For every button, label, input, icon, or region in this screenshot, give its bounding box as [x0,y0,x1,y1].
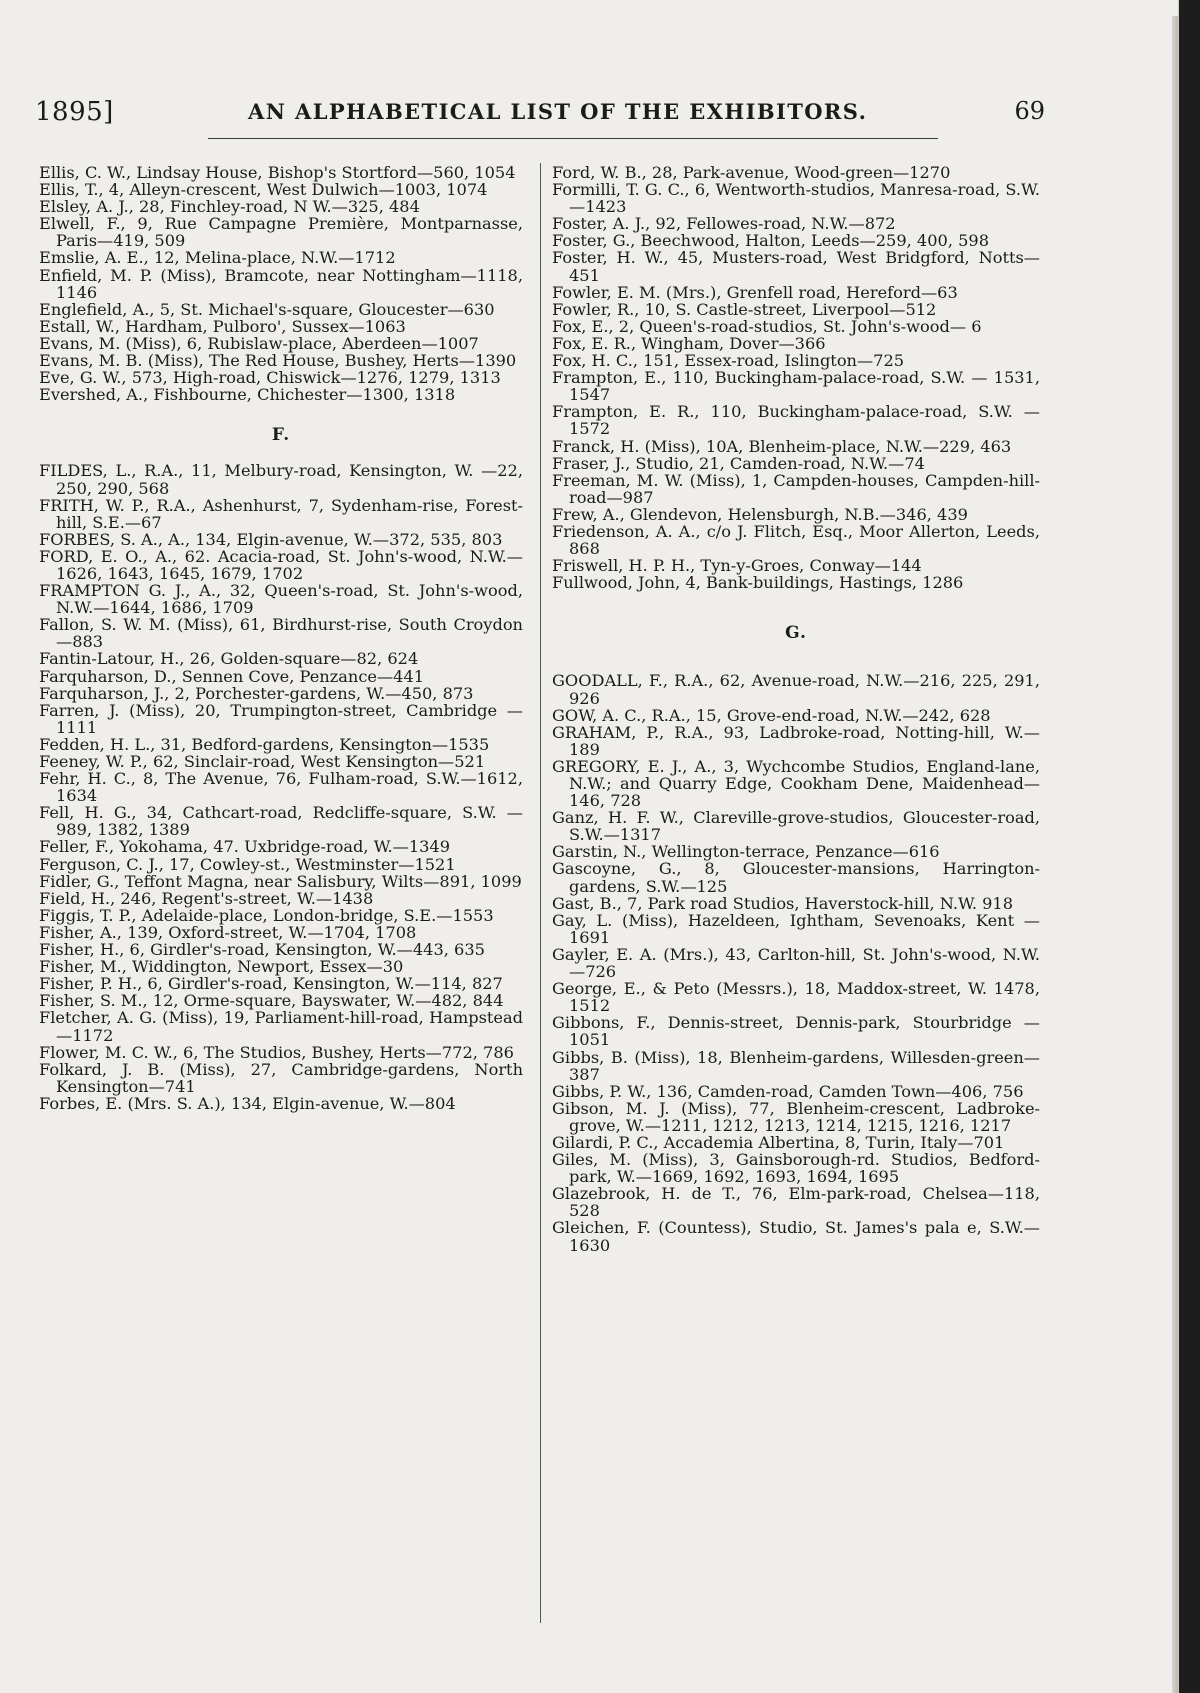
list-item: Forbes, E. (Mrs. S. A.), 134, Elgin-avenue, W.—804 [39,1093,456,1113]
list-item: Feeney, W. P., 62, Sinclair-road, West Kensington—521 [39,752,486,771]
list-item: Friswell, H. P. H., Tyn-y-Groes, Conway—144 [552,556,922,576]
header-year: 1895] [35,97,114,127]
list-item: Ferguson, C. J., 17, Cowley-st., Westminster—1521 [39,854,456,874]
list-item: Garstin, N., Wellington-terrace, Penzance—616 [552,842,940,862]
list-item: Fox, E. R., Wingham, Dover—366 [552,333,826,353]
list-item: Fell, H. G., 34, Cathcart-road, Redcliffe-square, S.W. —989, 1382, 1389 [39,803,523,840]
list-item: GOODALL, F., R.A., 62, Avenue-road, N.W.—216, 225, 291, 926 [552,671,1040,708]
list-item: Fantin-Latour, H., 26, Golden-square—82, 624 [39,649,419,669]
list-item: Fallon, S. W. M. (Miss), 61, Birdhurst-rise, South Croydon—883 [39,615,523,652]
list-item: Englefield, A., 5, St. Michael's-square, Gloucester—630 [39,299,495,319]
list-item: Fox, H. C., 151, Essex-road, Islington—725 [552,351,905,371]
list-item: Gilardi, P. C., Accademia Albertina, 8, Turin, Italy—701 [552,1132,1005,1152]
list-item: Elwell, F., 9, Rue Campagne Première, Montparnasse, Paris—419, 509 [39,214,523,251]
list-item: Emslie, A. E., 12, Melina-place, N.W.—1712 [39,248,396,268]
list-item: FORD, E. O., A., 62. Acacia-road, St. John's-wood, N.W.—1626, 1643, 1645, 1679, 1702 [39,546,523,583]
list-item: Evans, M. B. (Miss), The Red House, Bushey, Herts—1390 [39,351,517,371]
list-item: Ellis, C. W., Lindsay House, Bishop's Stortford—560, 1054 [39,163,516,182]
section-heading-f: F. [271,425,291,446]
page-number: 69 [1014,97,1045,125]
list-item: Gleichen, F. (Countess), Studio, St. James's pala e, S.W.—1630 [552,1218,1040,1255]
list-item: Gascoyne, G., 8, Gloucester-mansions, Harrington-gardens, S.W.—125 [552,859,1040,896]
list-item: Flower, M. C. W., 6, The Studios, Bushey, Herts—772, 786 [39,1042,514,1062]
header-rule [208,138,938,139]
list-item: Folkard, J. B. (Miss), 27, Cambridge-gardens, North Kensington—741 [39,1059,523,1096]
list-item: Gibson, M. J. (Miss), 77, Blenheim-crescent, Ladbroke-grove, W.—1211, 1212, 1213, 1214, 1215, 1216, 1217 [552,1098,1040,1135]
list-item: Farquharson, D., Sennen Cove, Penzance—441 [39,666,425,686]
list-f [39,462,523,1112]
list-item: George, E., & Peto (Messrs.), 18, Maddox-street, W. 1478, 1512 [552,979,1040,1016]
list-item: FRAMPTON G. J., A., 32, Queen's-road, St. John's-wood, N.W.—1644, 1686, 1709 [39,581,523,618]
list-item: Friedenson, A. A., c/o J. Flitch, Esq., Moor Allerton, Leeds, 868 [552,521,1040,559]
list-item: Fisher, P. H., 6, Girdler's-road, Kensington, W.—114, 827 [39,974,503,994]
header-title: AN ALPHABETICAL LIST OF THE EXHIBITORS. [248,99,868,124]
list-item: FRITH, W. P., R.A., Ashenhurst, 7, Sydenham-rise, Forest-hill, S.E.—67 [39,495,523,532]
list-item: Field, H., 246, Regent's-street, W.—1438 [39,888,374,908]
list-item: GREGORY, E. J., A., 3, Wychcombe Studios, England-lane, N.W.; and Quarry Edge, Cookham Dene, Maidenhead—146, 728 [552,756,1040,811]
list-item: Fisher, M., Widdington, Newport, Essex—30 [39,957,404,977]
list-item: FILDES, L., R.A., 11, Melbury-road, Kensington, W. —22, 250, 290, 568 [39,461,523,498]
list-item: Frampton, E. R., 110, Buckingham-palace-road, S.W. —1572 [552,402,1040,439]
list-item: Fletcher, A. G. (Miss), 19, Parliament-hill-road, Hampstead—1172 [39,1008,523,1045]
list-item: Figgis, T. P., Adelaide-place, London-bridge, S.E.—1553 [39,905,494,925]
list-item: Gay, L. (Miss), Hazeldeen, Ightham, Sevenoaks, Kent —1691 [552,910,1040,947]
list-item: Gast, B., 7, Park road Studios, Haverstock-hill, N.W. 918 [552,893,1014,913]
list-item: Fisher, S. M., 12, Orme-square, Bayswater, W.—482, 844 [39,991,504,1011]
list-item: Gibbs, B. (Miss), 18, Blenheim-gardens, Willesden-green—387 [552,1047,1040,1084]
list-item: Enfield, M. P. (Miss), Bramcote, near Nottingham—1118, 1146 [39,265,523,302]
list-item: Fowler, E. M. (Mrs.), Grenfell road, Hereford—63 [552,282,958,302]
column-divider [540,163,541,1623]
list-item: Ellis, T., 4, Alleyn-crescent, West Dulwich—1003, 1074 [39,180,488,200]
list-item: Evans, M. (Miss), 6, Rubislaw-place, Aberdeen—1007 [39,333,479,353]
list-item: Gayler, E. A. (Mrs.), 43, Carlton-hill, St. John's-wood, N.W.—726 [552,944,1040,982]
list-item: Glazebrook, H. de T., 76, Elm-park-road, Chelsea—118, 528 [552,1184,1040,1221]
list-item: Fedden, H. L., 31, Bedford-gardens, Kensington—1535 [39,734,490,754]
list-item: Foster, G., Beechwood, Halton, Leeds—259, 400, 598 [552,231,990,251]
list-item: Feller, F., Yokohama, 47. Uxbridge-road, W.—1349 [39,837,451,857]
list-item: Gibbs, P. W., 136, Camden-road, Camden Town—406, 756 [552,1081,1024,1101]
section-heading-g: G. [785,623,807,644]
list-item: Estall, W., Hardham, Pulboro', Sussex—1063 [39,316,406,336]
list-item: Frampton, E., 110, Buckingham-palace-road, S.W. — 1531, 1547 [552,368,1040,405]
list-item: Frew, A., Glendevon, Helensburgh, N.B.—346, 439 [552,504,968,524]
list-g [552,672,1040,1253]
left-column [39,164,523,1112]
list-item: Ford, W. B., 28, Park-avenue, Wood-green—1270 [552,163,951,182]
list-item: Fidler, G., Teffont Magna, near Salisbury, Wilts—891, 1099 [39,871,522,891]
list-item: Fraser, J., Studio, 21, Camden-road, N.W.—74 [552,453,925,473]
list-item: Farquharson, J., 2, Porchester-gardens, W.—450, 873 [39,683,474,703]
list-item: Eve, G. W., 573, High-road, Chiswick—1276, 1279, 1313 [39,368,501,388]
list-item: Ganz, H. F. W., Clareville-grove-studios, Gloucester-road, S.W.—1317 [552,808,1040,845]
list-item: Giles, M. (Miss), 3, Gainsborough-rd. Studios, Bedford-park, W.—1669, 1692, 1693, 1694, 1695 [552,1150,1040,1187]
list-item: Evershed, A., Fishbourne, Chichester—1300, 1318 [39,385,456,405]
list-item: FORBES, S. A., A., 134, Elgin-avenue, W.—372, 535, 803 [39,529,503,549]
list-item: Foster, A. J., 92, Fellowes-road, N.W.—872 [552,214,896,234]
list-item: Fowler, R., 10, S. Castle-street, Liverpool—512 [552,299,937,319]
right-column [552,164,1040,1254]
list-item: Fehr, H. C., 8, The Avenue, 76, Fulham-road, S.W.—1612, 1634 [39,769,523,806]
list-item: Fox, E., 2, Queen's-road-studios, St. John's-wood— 6 [552,316,982,336]
list-item: Farren, J. (Miss), 20, Trumpington-street, Cambridge —1111 [39,700,523,737]
list-item: Fisher, H., 6, Girdler's-road, Kensington, W.—443, 635 [39,940,485,960]
list-item: Elsley, A. J., 28, Finchley-road, N W.—325, 484 [39,197,420,217]
list-item: Fullwood, John, 4, Bank-buildings, Hastings, 1286 [552,573,964,593]
list-e [39,164,523,403]
list-item: Formilli, T. G. C., 6, Wentworth-studios, Manresa-road, S.W.—1423 [552,180,1040,217]
list-item: Franck, H. (Miss), 10A, Blenheim-place, N.W.—229, 463 [552,436,1012,456]
list-item: Freeman, M. W. (Miss), 1, Campden-houses, Campden-hill-road—987 [552,470,1040,507]
list-item: Fisher, A., 139, Oxford-street, W.—1704, 1708 [39,922,417,942]
list-item: GOW, A. C., R.A., 15, Grove-end-road, N.W.—242, 628 [552,705,991,725]
page-edge [1172,16,1178,1693]
list-item: GRAHAM, P., R.A., 93, Ladbroke-road, Notting-hill, W.—189 [552,722,1040,759]
list-item: Gibbons, F., Dennis-street, Dennis-park, Stourbridge —1051 [552,1013,1040,1050]
page-header [35,97,1045,137]
list-item: Foster, H. W., 45, Musters-road, West Bridgford, Notts—451 [552,248,1040,285]
list-f-continued [552,164,1040,591]
